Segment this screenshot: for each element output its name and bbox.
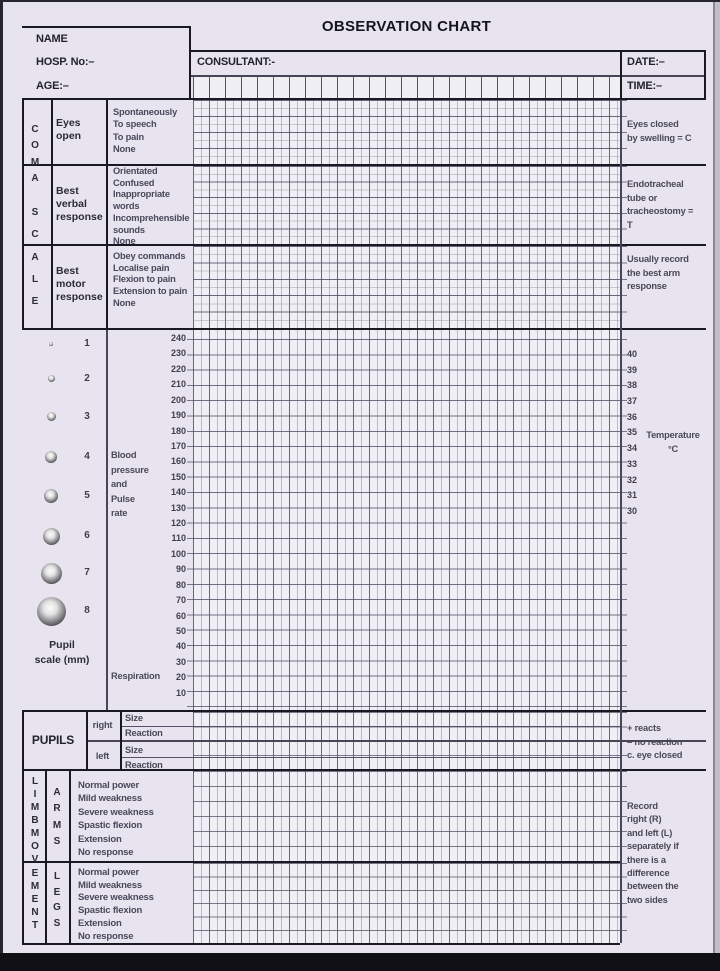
- bp-pulse-label: Blood pressure and Pulse rate: [111, 450, 149, 518]
- vitals-grid: [193, 330, 620, 710]
- pupil-circle-7: [41, 563, 62, 584]
- bp-axis-ticks: [187, 330, 193, 710]
- temp-scale-value: 35: [627, 427, 638, 438]
- bp-scale-value: 70: [175, 595, 186, 606]
- pupil-circle-8: [37, 597, 66, 626]
- pupil-size-number: 6: [84, 530, 90, 541]
- bp-scale-value: 170: [170, 440, 186, 451]
- section-divider: [22, 26, 190, 28]
- pupil-size-number: 7: [84, 567, 90, 578]
- bp-scale-value: 80: [175, 579, 186, 590]
- eyes-open-grid: [193, 100, 620, 164]
- vertical-letter: E: [31, 893, 39, 905]
- vertical-letter: B: [31, 815, 39, 827]
- bp-scale-value: 30: [175, 656, 186, 667]
- vertical-letter: L: [31, 273, 39, 285]
- temp-scale-value: 39: [627, 364, 638, 375]
- bp-scale-value: 20: [175, 672, 186, 683]
- section-divider: [189, 75, 621, 77]
- time-label: TIME:–: [627, 80, 662, 92]
- size-reaction-divider: [121, 757, 620, 758]
- bp-scale-value: 230: [170, 348, 186, 359]
- bp-scale-value: 120: [170, 518, 186, 529]
- pupil-size-number: 8: [84, 605, 90, 616]
- respiration-label: Respiration: [111, 671, 160, 681]
- pupil-size-number: 3: [84, 411, 90, 422]
- temp-scale-value: 32: [627, 474, 638, 485]
- temperature-label: Temperature °C: [646, 430, 700, 454]
- bp-scale-value: 210: [170, 379, 186, 390]
- vertical-letter: A: [31, 172, 39, 184]
- bp-scale-value: 240: [170, 333, 186, 343]
- vertical-letter: E: [31, 296, 39, 307]
- section-divider: [189, 50, 706, 52]
- vertical-letter: A: [31, 251, 39, 263]
- temp-scale-value: 30: [627, 505, 638, 516]
- temp-scale-value: 36: [627, 411, 638, 422]
- consultant-label: CONSULTANT:-: [197, 56, 275, 68]
- date-time-divider: [621, 75, 706, 77]
- page-title: OBSERVATION CHART: [321, 18, 492, 35]
- column-divider: [189, 26, 191, 100]
- column-divider: [45, 769, 47, 943]
- vertical-letter: M: [30, 880, 40, 892]
- temp-scale-value: 37: [627, 396, 638, 407]
- bp-scale-value: 90: [175, 564, 186, 575]
- arms-vertical-label: [50, 787, 64, 847]
- bp-scale-value: 160: [170, 456, 186, 467]
- vertical-letter: O: [31, 841, 39, 853]
- age-label: AGE:–: [36, 80, 69, 92]
- pupil-size-number: 1: [84, 338, 90, 349]
- verbal-response-label: Best verbal response: [56, 185, 103, 223]
- bp-scale-value: 180: [170, 425, 186, 436]
- verbal-response-grid: [193, 166, 620, 244]
- vertical-letter: E: [31, 867, 39, 879]
- temp-scale-value: 40: [627, 349, 638, 359]
- grid-right-border: [620, 100, 622, 943]
- name-label: NAME: [36, 33, 68, 45]
- eyes-open-label: Eyes open: [56, 117, 82, 142]
- temp-scale-value: 34: [627, 443, 638, 454]
- column-divider: [704, 50, 706, 100]
- vertical-letter: M: [30, 802, 40, 814]
- vertical-letter: A: [53, 787, 61, 798]
- pupil-size-number: 2: [84, 373, 90, 384]
- vertical-letter: L: [53, 871, 61, 882]
- bp-scale-value: 130: [170, 502, 186, 513]
- scan-edge-right-outer: [715, 2, 720, 953]
- header-time-grid: [193, 76, 620, 98]
- date-label: DATE:–: [627, 56, 665, 68]
- pupils-label: PUPILS: [31, 733, 75, 747]
- motor-response-criteria: Obey commands Localise pain Flexion to pain Extension to pain None: [113, 251, 188, 308]
- scan-edge-left: [0, 0, 3, 971]
- vertical-letter: M: [30, 156, 40, 168]
- pupil-circle-6: [43, 528, 60, 545]
- bp-scale-value: 190: [170, 410, 186, 421]
- temp-scale-value: 38: [627, 380, 638, 391]
- form-left-border: [22, 98, 24, 330]
- scale-vertical-label: [28, 207, 42, 307]
- bp-scale-value: 100: [170, 548, 186, 559]
- pupil-size-number: 5: [84, 490, 90, 501]
- limb-note: Record right (R) and left (L) separately if there is a difference between the two sides: [627, 801, 679, 905]
- arms-criteria: Normal power Mild weakness Severe weakness Spastic flexion Extension No response: [78, 780, 154, 859]
- bp-scale-value: 110: [171, 533, 186, 544]
- bp-scale-value: 50: [175, 626, 186, 637]
- vertical-letter: M: [52, 819, 62, 831]
- vertical-letter: C: [31, 229, 39, 241]
- vertical-letter: N: [31, 906, 39, 918]
- pupil-circle-4: [45, 451, 57, 463]
- temp-scale-value: 31: [627, 490, 638, 501]
- vertical-letter: L: [31, 776, 39, 787]
- vertical-letter: S: [53, 917, 61, 929]
- column-divider: [106, 330, 108, 710]
- scan-edge-bottom: [0, 953, 720, 971]
- pupils-right-fields: Size Reaction: [125, 713, 163, 738]
- hosp-no-label: HOSP. No:–: [36, 56, 95, 68]
- bp-scale-value: 140: [170, 487, 186, 498]
- bp-scale-value: 200: [170, 394, 186, 405]
- section-divider: [22, 943, 620, 945]
- arms-legs-divider: [22, 861, 620, 863]
- scan-edge-top: [0, 0, 720, 2]
- motor-note: Usually record the best arm response: [627, 254, 689, 291]
- vertical-letter: E: [53, 886, 61, 898]
- pupil-circle-5: [44, 489, 58, 503]
- legs-criteria: Normal power Mild weakness Severe weakness Spastic flexion Extension No response: [78, 867, 154, 942]
- pupils-left-fields: Size Reaction: [125, 745, 163, 770]
- column-divider: [69, 769, 71, 943]
- vertical-letter: I: [33, 789, 37, 801]
- pupils-right-label: right: [92, 720, 113, 730]
- vertical-letter: O: [31, 140, 39, 152]
- section-divider: [22, 98, 706, 100]
- motor-response-label: Best motor response: [56, 265, 103, 303]
- pupil-scale-label: Pupil scale (mm): [34, 639, 90, 666]
- pupils-note: + reacts – no reaction c. eye closed: [627, 723, 683, 760]
- column-divider: [620, 50, 622, 100]
- bp-scale-axis: [156, 333, 186, 698]
- bp-scale-value: 40: [175, 641, 186, 652]
- coma-vertical-label: [28, 124, 42, 184]
- bp-scale-value: 150: [170, 471, 186, 482]
- vertical-letter: T: [31, 919, 39, 931]
- verbal-response-criteria: Orientated Confused Inappropriate words Incomprehensible sounds None: [113, 166, 190, 247]
- column-divider: [51, 98, 53, 330]
- eyes-open-criteria: Spontaneously To speech To pain None: [113, 107, 178, 155]
- legs-vertical-label: [50, 871, 64, 929]
- column-divider: [120, 712, 122, 769]
- motor-response-grid: [193, 246, 620, 328]
- column-divider: [106, 98, 108, 330]
- vertical-letter: G: [53, 902, 61, 914]
- pupil-size-number: 4: [84, 451, 90, 462]
- verbal-note: Endotracheal tube or tracheostomy = T: [627, 179, 694, 230]
- vertical-letter: C: [31, 124, 39, 135]
- eyes-note: Eyes closed by swelling = C: [627, 119, 692, 143]
- temp-scale-value: 33: [627, 458, 638, 469]
- bp-scale-value: 220: [170, 363, 186, 374]
- vertical-letter: M: [30, 828, 40, 840]
- vertical-letter: R: [53, 803, 61, 815]
- pupils-left-label: left: [95, 751, 110, 761]
- pupil-circle-1: [49, 342, 53, 346]
- limb-movement-vertical-label: [28, 776, 42, 931]
- bp-scale-value: 10: [175, 687, 186, 698]
- vertical-letter: V: [31, 854, 39, 866]
- bp-scale-value: 60: [175, 610, 186, 621]
- size-reaction-divider: [121, 726, 620, 727]
- vertical-letter: S: [31, 207, 39, 218]
- pupil-circle-2: [48, 375, 55, 382]
- pupil-circle-3: [47, 412, 56, 421]
- section-divider: [22, 328, 706, 330]
- vertical-letter: S: [53, 835, 61, 847]
- legs-grid: [193, 863, 620, 943]
- arms-grid: [193, 771, 620, 861]
